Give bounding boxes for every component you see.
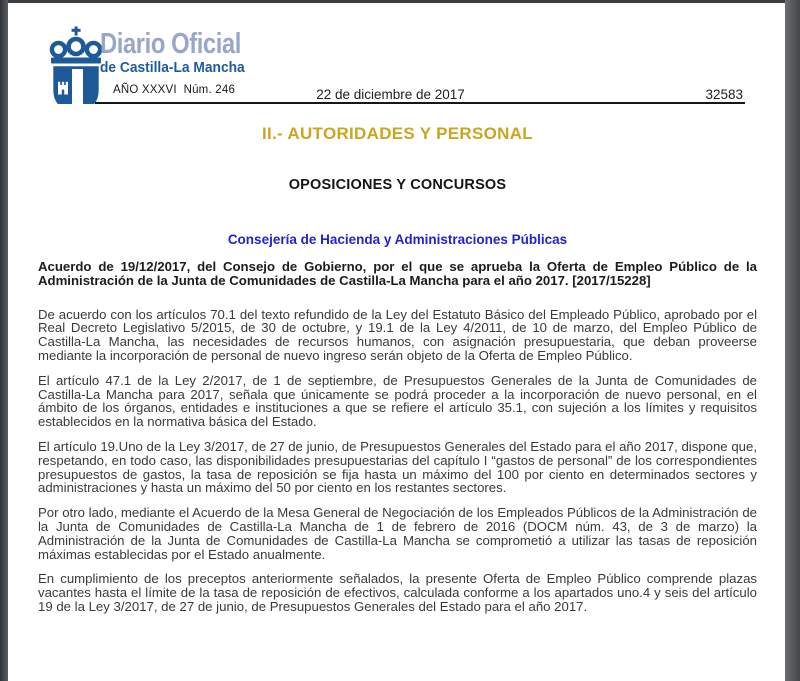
subsection-heading: OPOSICIONES Y CONCURSOS — [288, 177, 507, 193]
lead-paragraph: Acuerdo de 19/12/2017, del Consejo de Gobierno, por el que se aprueba la Oferta de Empleo Público de la Administración de la Junta de Comunidades de Castilla-La Mancha para el año 2017. [2017/15228] — [38, 259, 757, 288]
body-paragraph: Por otro lado, mediante el Acuerdo de la Mesa General de Negociación de los Empleados Públicos de la Administración de la Junta de Comunidades de Castilla-La Mancha de 1 de febrero de 2016 (DOCM núm. 43, de 3 de marzo) la Administración de la Junta de Comunidades de Castilla-La Mancha se comprometió a utilizar las tasas de reposición máximas establecidas por el Estado anualmente. — [38, 505, 757, 562]
department-heading: Consejería de Hacienda y Administraciones Públicas — [227, 232, 568, 247]
page-edge-right — [785, 0, 800, 681]
header-rule — [95, 102, 745, 104]
page-edge-left — [0, 0, 8, 681]
document-page — [8, 3, 785, 681]
article-body — [38, 260, 757, 614]
body-paragraph: El artículo 47.1 de la Ley 2/2017, de 1 de septiembre, de Presupuestos Generales de la Junta de Comunidades de Castilla-La Mancha para 2017, señala que únicamente se podrá proceder a la incorporación de nuevo personal, en el ámbito de los órganos, entidades e instituciones a que se refiere el artículo 35.1, con sujeción a los límites y requisitos establecidos en la normativa básica del Estado. — [38, 372, 757, 430]
masthead-title: Diario Oficial — [100, 28, 241, 60]
header-page-number: 32583 — [705, 87, 743, 102]
body-paragraph: El artículo 19.Uno de la Ley 3/2017, de 27 de junio, de Presupuestos Generales del Estado para el año 2017, dispone que, respetando, en todo caso, las disponibilidades presupuestarias del capítulo I “gastos de personal” de los correspondientes presupuestos de gastos, la tasa de reposición se fija hasta un máximo del 100 por ciento en determinados sectores y administraciones y hasta un máximo del 50 por ciento en los restantes sectores. — [38, 438, 757, 496]
masthead-subtitle: de Castilla-La Mancha — [100, 60, 245, 76]
section-heading: II.- AUTORIDADES Y PERSONAL — [261, 124, 533, 143]
masthead — [38, 3, 757, 106]
crown-icon — [51, 27, 101, 64]
header-date: 22 de diciembre de 2017 — [316, 87, 465, 102]
body-paragraph: En cumplimiento de los preceptos anteriormente señalados, la presente Oferta de Empleo Público comprende plazas vacantes hasta el límite de la tasa de reposición de efectivos, calculada conforme a los apartados uno.4 y seis del artículo 19 de la Ley 3/2017, de 27 de junio, de Presupuestos Generales del Estado para el año 2017. — [38, 571, 757, 614]
body-paragraph: De acuerdo con los artículos 70.1 del texto refundido de la Ley del Estatuto Básico del Empleado Público, aprobado por el Real Decreto Legislativo 5/2015, de 30 de octubre, y 19.1 de la Ley 4/2011, de 10 de marzo, del Empleo Público de Castilla-La Mancha, las necesidades de recursos humanos, con asignación presupuestaria, que deban proveerse mediante la incorporación de personal de nuevo ingreso serán objeto de la Oferta de Empleo Público. — [38, 306, 757, 363]
page-edge-top — [0, 0, 800, 3]
edition-label: AÑO XXXVI Núm. 246 — [113, 83, 236, 96]
